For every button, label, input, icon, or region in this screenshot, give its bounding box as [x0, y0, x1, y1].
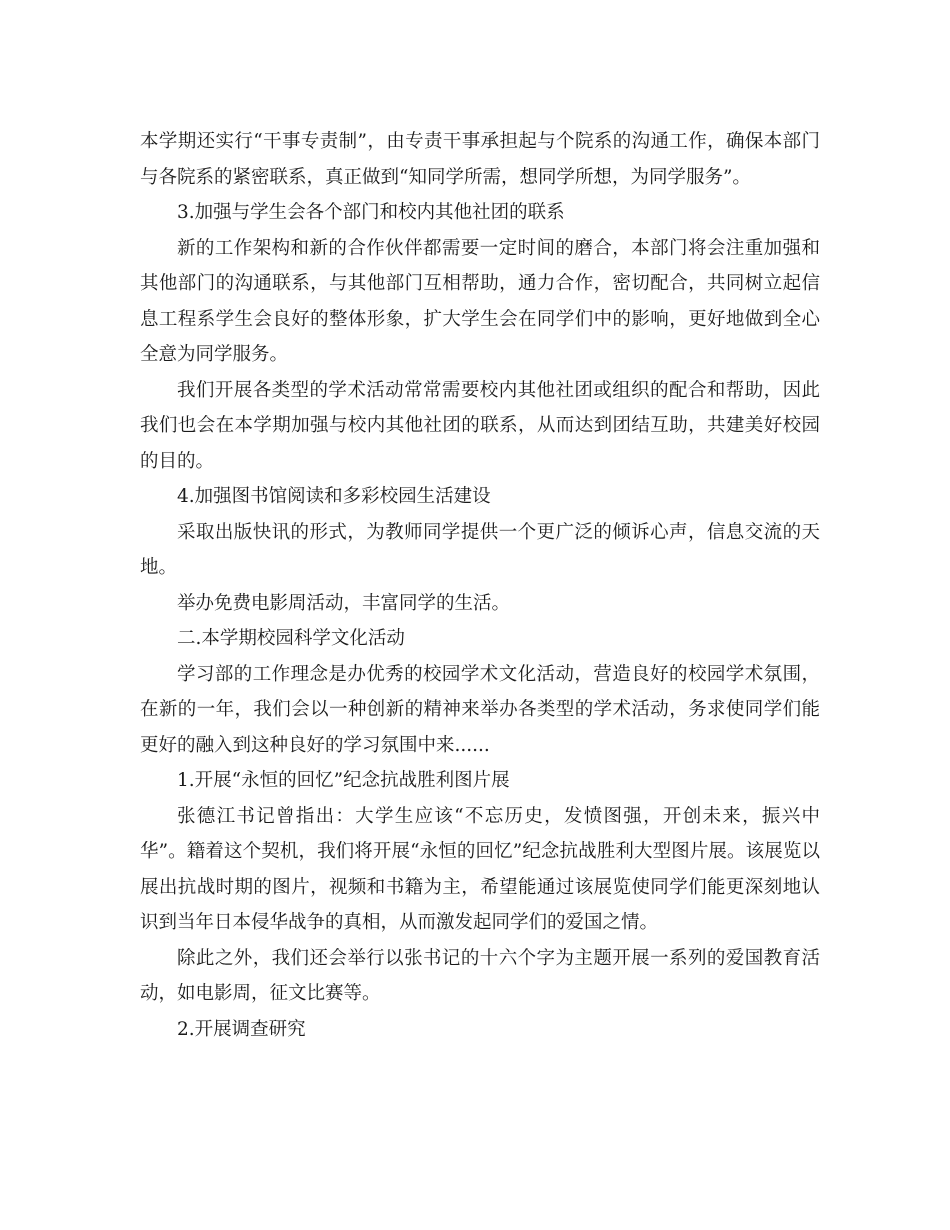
paragraph: 本学期还实行“干事专责制”，由专责干事承担起与个院系的沟通工作，确保本部门与各院系的紧密联系，真正做到“知同学所需，想同学所想，为同学服务”。	[140, 131, 820, 188]
document-body	[140, 124, 820, 1047]
paragraph: 除此之外，我们还会举行以张书记的十六个字为主题开展一系列的爱国教育活动，如电影周，征文比赛等。	[140, 947, 820, 1004]
paragraph: 新的工作架构和新的合作伙伴都需要一定时间的磨合，本部门将会注重加强和其他部门的沟通联系，与其他部门互相帮助，通力合作，密切配合，共同树立起信息工程系学生会良好的整体形象，扩大学生会在同学们中的影响，更好地做到全心全意为同学服务。	[140, 237, 820, 365]
paragraph: 学习部的工作理念是办优秀的校园学术文化活动，营造良好的校园学术氛围，在新的一年，我们会以一种创新的精神来举办各类型的学术活动，务求使同学们能更好的融入到这种良好的学习氛围中来......	[140, 663, 820, 756]
paragraph: 张德江书记曾指出：大学生应该“不忘历史，发愤图强，开创未来，振兴中华”。籍着这个契机，我们将开展“永恒的回忆”纪念抗战胜利大型图片展。该展览以展出抗战时期的图片，视频和书籍为主，希望能通过该展览使同学们能更深刻地认识到当年日本侵华战争的真相，从而激发起同学们的爱国之情。	[140, 805, 820, 933]
section-heading: 4.加强图书馆阅读和多彩校园生活建设	[177, 486, 491, 507]
paragraph: 我们开展各类型的学术活动常常需要校内其他社团或组织的配合和帮助，因此我们也会在本学期加强与校内其他社团的联系，从而达到团结互助，共建美好校园的目的。	[140, 379, 820, 472]
paragraph: 采取出版快讯的形式，为教师同学提供一个更广泛的倾诉心声，信息交流的天地。	[140, 521, 820, 578]
paragraph: 举办免费电影周活动，丰富同学的生活。	[177, 592, 511, 614]
section-heading: 二.本学期校园科学文化活动	[177, 628, 405, 649]
section-heading: 1.开展“永恒的回忆”纪念抗战胜利图片展	[177, 770, 510, 791]
section-heading: 2.开展调查研究	[177, 1018, 306, 1040]
section-heading: 3.加强与学生会各个部门和校内其他社团的联系	[177, 202, 565, 223]
